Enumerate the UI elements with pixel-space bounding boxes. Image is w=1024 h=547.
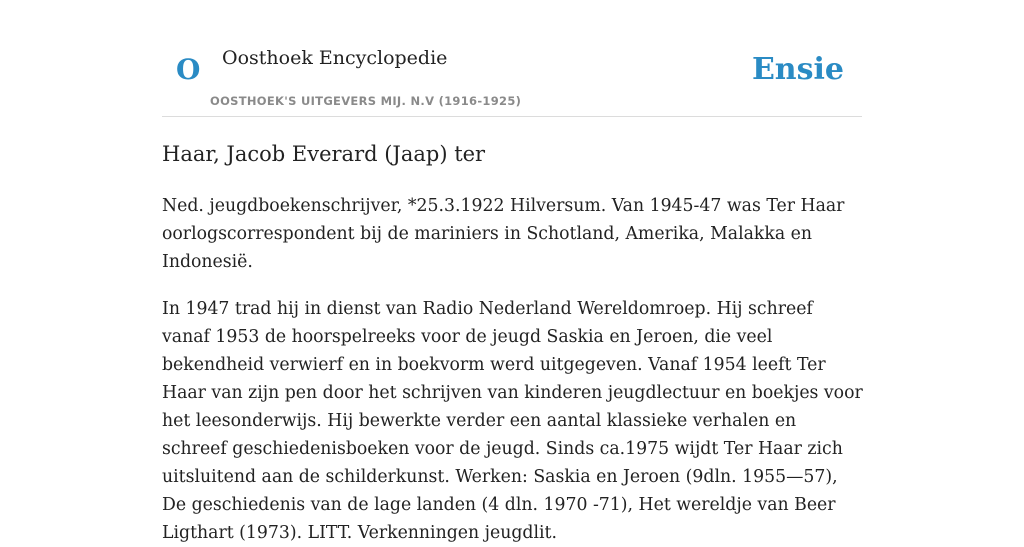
encyclopedia-logo-icon[interactable]: O [176, 53, 201, 86]
article-paragraph: Ned. jeugdboekenschrijver, *25.3.1922 Hilversum. Van 1945-47 was Ter Haar oorlogscorrespondent bij de mariniers in Schotland, Amerika, Malakka en Indonesië. [162, 196, 845, 272]
encyclopedia-title-link[interactable]: Oosthoek Encyclopedie [222, 47, 448, 69]
publisher-subtitle: OOSTHOEK'S UITGEVERS MIJ. N.V (1916-1925) [210, 94, 522, 108]
site-header [162, 0, 862, 117]
ensie-logo-link[interactable]: Ensie [751, 52, 844, 87]
article-title: Haar, Jacob Everard (Jaap) ter [162, 142, 486, 166]
article [162, 136, 866, 547]
article-paragraph: In 1947 trad hij in dienst van Radio Nederland Wereldomroep. Hij schreef vanaf 1953 de hoorspelreeks voor de jeugd Saskia en Jeroen, die veel bekendheid verwierf en in boekvorm werd uitgegeven. Vanaf 1954 leeft Ter Haar van zijn pen door het schrijven van kinderen jeugdlectuur en boekjes voor het leesonderwijs. Hij bewerkte verder een aantal klassieke verhalen en schreef geschiedenisboeken voor de jeugd. Sinds ca.1975 wijdt Ter Haar zich uitsluitend aan de schilderkunst. Werken: Saskia en Jeroen (9dln. 1955—57), De geschiedenis van de lage landen (4 dln. 1970 -71), Het wereldje van Beer Ligthart (1973). LITT. Verkenningen jeugdlit. [162, 299, 863, 543]
